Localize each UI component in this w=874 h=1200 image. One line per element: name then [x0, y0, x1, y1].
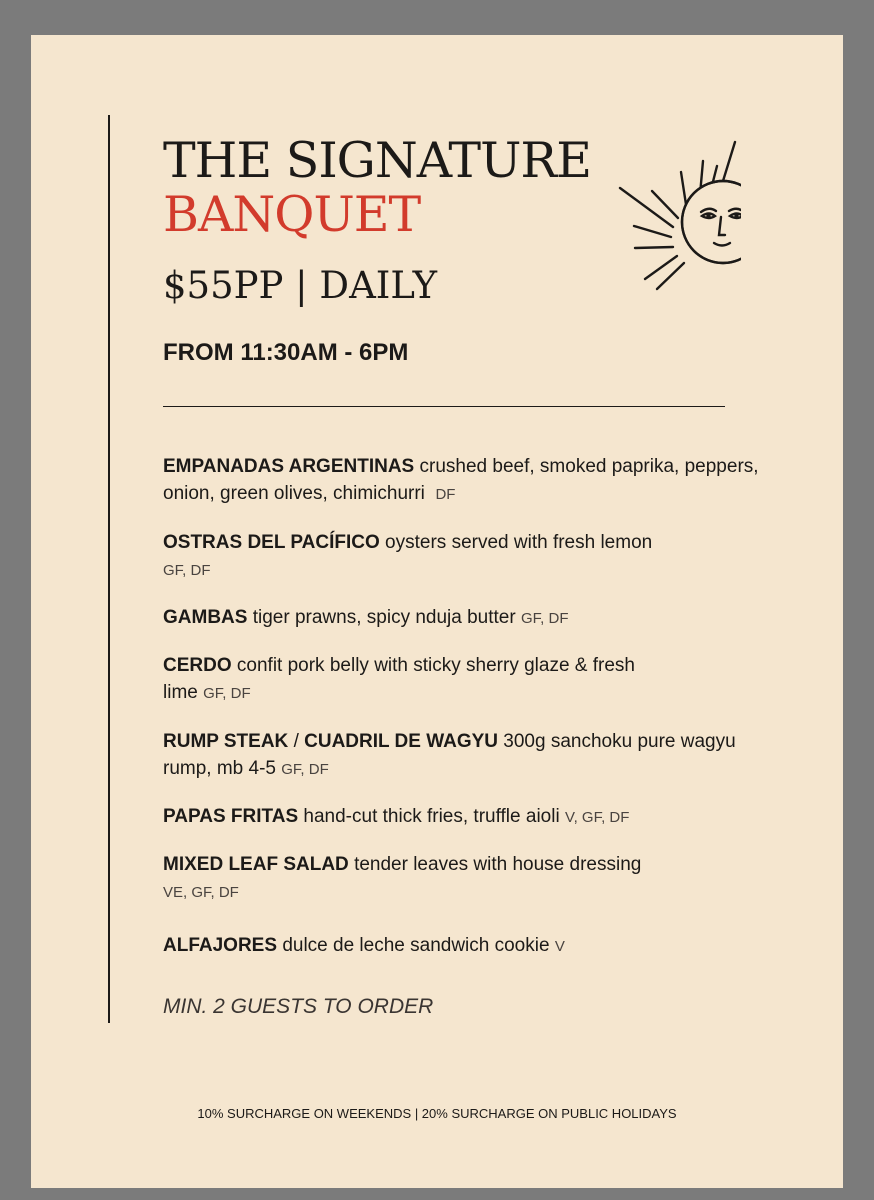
surcharge-footer: 10% SURCHARGE ON WEEKENDS | 20% SURCHARGE ON PUBLIC HOLIDAYS	[197, 1106, 677, 1121]
item-dietary-tags: GF, DF	[203, 685, 251, 702]
item-name: ALFAJORES	[163, 935, 278, 956]
item-name: EMPANADAS ARGENTINAS	[163, 456, 415, 477]
item-dietary-tags: GF, DF	[163, 562, 211, 579]
item-name-alt: CUADRIL DE WAGYU	[304, 731, 499, 752]
item-name: CERDO	[163, 655, 232, 676]
menu-item-gambas	[163, 604, 763, 632]
item-description: hand-cut thick fries, truffle aioli	[303, 806, 560, 827]
menu-item-empanadas	[163, 453, 763, 508]
item-dietary-tags: GF, DF	[281, 761, 329, 778]
sun-face-icon	[615, 135, 741, 295]
item-description: tiger prawns, spicy nduja butter	[252, 607, 516, 628]
menu-item-papas-fritas	[163, 803, 763, 831]
item-description: tender leaves with house dressing	[354, 854, 642, 875]
item-description: crushed beef, smoked paprika, peppers, onion, green olives, chimichurri	[163, 456, 759, 504]
menu-item-ostras	[163, 529, 723, 584]
item-name-separator: /	[293, 731, 299, 752]
price-line: $55PP | DAILY	[163, 264, 438, 307]
item-dietary-tags: V	[554, 938, 565, 955]
item-description: confit pork belly with sticky sherry glaze & fresh lime	[163, 655, 635, 703]
hours-line: FROM 11:30AM - 6PM	[163, 339, 409, 366]
item-description: 300g sanchoku pure wagyu rump, mb 4-5	[163, 731, 736, 779]
item-dietary-tags: GF, DF	[520, 610, 569, 627]
title-line-2: BANQUET	[163, 186, 421, 243]
minimum-guests-note: MIN. 2 GUESTS TO ORDER	[163, 995, 434, 1018]
menu-item-cerdo	[163, 652, 673, 707]
item-name: GAMBAS	[163, 607, 248, 628]
horizontal-divider	[163, 406, 725, 407]
menu-page	[31, 35, 843, 1188]
item-name: PAPAS FRITAS	[163, 806, 299, 827]
menu-item-mixed-leaf-salad	[163, 851, 723, 906]
item-description: dulce de leche sandwich cookie	[282, 935, 550, 956]
menu-item-alfajores	[163, 932, 763, 960]
vertical-divider	[108, 115, 110, 1023]
item-name: MIXED LEAF SALAD	[163, 854, 349, 875]
menu-item-rump-steak	[163, 728, 763, 783]
item-dietary-tags: DF	[435, 486, 456, 503]
title-line-1: THE SIGNATURE	[163, 132, 592, 189]
item-name: RUMP STEAK	[163, 731, 289, 752]
item-dietary-tags: VE, GF, DF	[163, 884, 239, 901]
item-dietary-tags: V, GF, DF	[564, 809, 630, 826]
item-description: oysters served with fresh lemon	[385, 532, 653, 553]
item-name: OSTRAS DEL PACÍFICO	[163, 532, 380, 553]
